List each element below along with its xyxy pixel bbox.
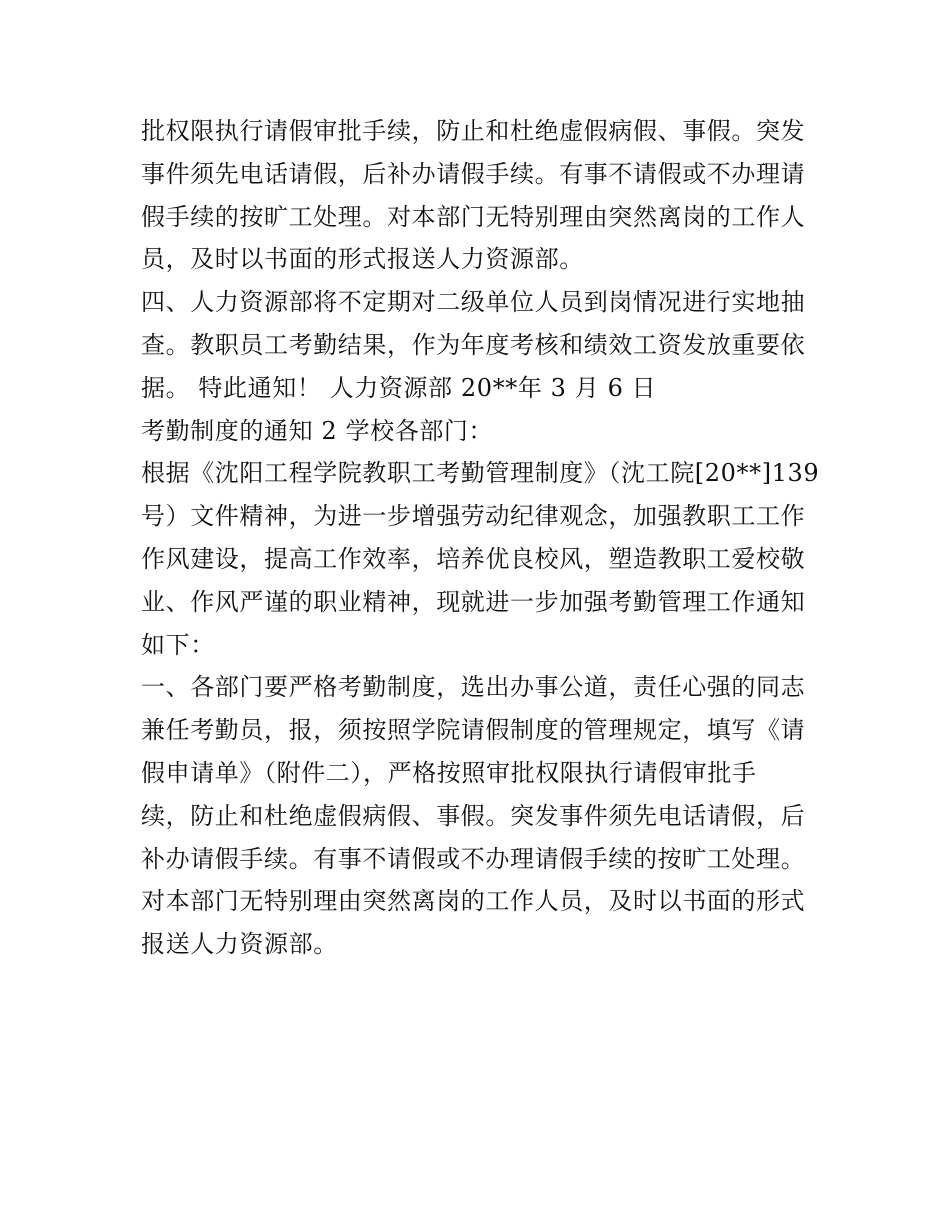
text-line: 兼任考勤员，报，须按照学院请假制度的管理规定，填写《请 <box>141 716 806 745</box>
text-line: 员，及时以书面的形式报送人力资源部。 <box>141 245 584 274</box>
text-line: 假申请单》（附件二），严格按照审批权限执行请假审批手 <box>141 758 757 787</box>
notice-heading: 考勤制度的通知 2 学校各部门： <box>141 416 494 445</box>
section-four-line: 四、人力资源部将不定期对二级单位人员到岗情况进行实地抽 <box>141 288 806 317</box>
signature-line: 据。 特此通知！ 人力资源部 20**年 3 月 6 日 <box>141 373 657 402</box>
text-line: 假手续的按旷工处理。对本部门无特别理由突然离岗的工作人 <box>141 202 806 231</box>
text-line: 补办请假手续。有事不请假或不办理请假手续的按旷工处理。 <box>141 844 806 873</box>
text-line: 对本部门无特别理由突然离岗的工作人员，及时以书面的形式 <box>141 887 806 916</box>
text-line: 批权限执行请假审批手续，防止和杜绝虚假病假、事假。突发 <box>141 117 806 145</box>
body-text <box>141 110 820 966</box>
text-line: 续，防止和杜绝虚假病假、事假。突发事件须先电话请假，后 <box>141 801 806 830</box>
text-line: 报送人力资源部。 <box>141 930 338 959</box>
text-line: 作风建设，提高工作效率，培养优良校风，塑造教职工爱校敬 <box>141 544 806 573</box>
text-line: 事件须先电话请假，后补办请假手续。有事不请假或不办理请 <box>141 159 806 188</box>
text-line: 如下： <box>141 630 215 659</box>
text-line: 根据《沈阳工程学院教职工考勤管理制度》（沈工院[20**]139 <box>141 459 820 488</box>
text-line: 号）文件精神，为进一步增强劳动纪律观念，加强教职工工作 <box>141 502 806 531</box>
text-line: 查。教职员工考勤结果，作为年度考核和绩效工资发放重要依 <box>141 330 806 359</box>
text-line: 业、作风严谨的职业精神，现就进一步加强考勤管理工作通知 <box>141 587 806 616</box>
section-one-line: 一、各部门要严格考勤制度，选出办事公道，责任心强的同志 <box>141 673 806 702</box>
